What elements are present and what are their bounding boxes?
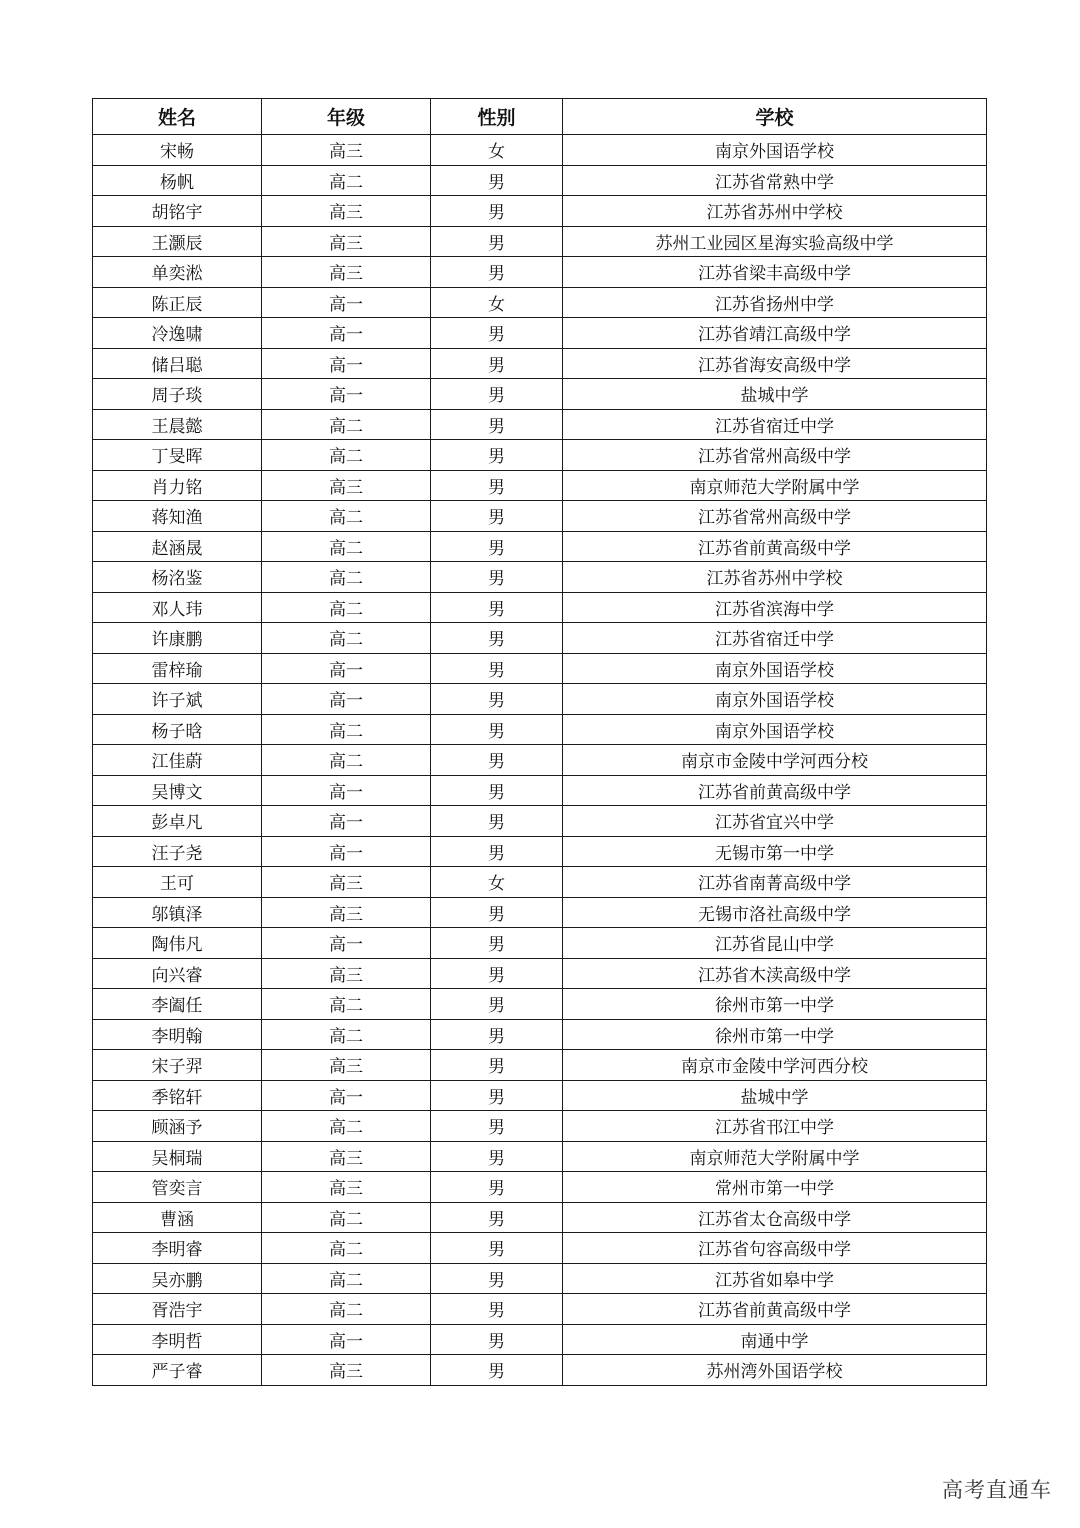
cell-gender: 男 xyxy=(431,684,563,715)
cell-grade: 高一 xyxy=(262,684,431,715)
cell-grade: 高三 xyxy=(262,257,431,288)
cell-school: 江苏省如皋中学 xyxy=(563,1263,987,1294)
cell-grade: 高一 xyxy=(262,348,431,379)
cell-grade: 高一 xyxy=(262,318,431,349)
cell-grade: 高一 xyxy=(262,806,431,837)
cell-name: 储吕聪 xyxy=(93,348,262,379)
cell-school: 江苏省扬州中学 xyxy=(563,287,987,318)
cell-school: 江苏省前黄高级中学 xyxy=(563,1294,987,1325)
header-school: 学校 xyxy=(563,99,987,135)
cell-school: 徐州市第一中学 xyxy=(563,989,987,1020)
table-row xyxy=(93,531,987,562)
table-row xyxy=(93,1294,987,1325)
cell-school: 江苏省常熟中学 xyxy=(563,165,987,196)
cell-gender: 女 xyxy=(431,135,563,166)
cell-name: 向兴睿 xyxy=(93,958,262,989)
table-row xyxy=(93,928,987,959)
cell-grade: 高一 xyxy=(262,836,431,867)
cell-school: 江苏省常州高级中学 xyxy=(563,440,987,471)
table-header xyxy=(93,99,987,135)
cell-grade: 高二 xyxy=(262,1202,431,1233)
cell-gender: 男 xyxy=(431,226,563,257)
student-list-sheet xyxy=(92,98,986,1386)
cell-name: 丁旻晖 xyxy=(93,440,262,471)
cell-school: 无锡市洛社高级中学 xyxy=(563,897,987,928)
cell-grade: 高二 xyxy=(262,165,431,196)
cell-school: 南京外国语学校 xyxy=(563,653,987,684)
cell-gender: 男 xyxy=(431,409,563,440)
cell-school: 江苏省南菁高级中学 xyxy=(563,867,987,898)
cell-gender: 男 xyxy=(431,196,563,227)
cell-school: 盐城中学 xyxy=(563,1080,987,1111)
cell-grade: 高二 xyxy=(262,1111,431,1142)
table-row xyxy=(93,989,987,1020)
cell-grade: 高二 xyxy=(262,409,431,440)
cell-gender: 男 xyxy=(431,592,563,623)
cell-school: 江苏省苏州中学校 xyxy=(563,562,987,593)
cell-name: 江佳蔚 xyxy=(93,745,262,776)
cell-name: 肖力铭 xyxy=(93,470,262,501)
table-row xyxy=(93,1019,987,1050)
cell-grade: 高二 xyxy=(262,714,431,745)
cell-grade: 高二 xyxy=(262,1233,431,1264)
cell-grade: 高三 xyxy=(262,1141,431,1172)
header-grade: 年级 xyxy=(262,99,431,135)
table-row xyxy=(93,806,987,837)
cell-name: 李明睿 xyxy=(93,1233,262,1264)
cell-gender: 男 xyxy=(431,623,563,654)
cell-name: 陈正辰 xyxy=(93,287,262,318)
cell-grade: 高二 xyxy=(262,745,431,776)
cell-grade: 高二 xyxy=(262,440,431,471)
cell-gender: 男 xyxy=(431,745,563,776)
cell-name: 吴亦鹏 xyxy=(93,1263,262,1294)
cell-school: 江苏省宜兴中学 xyxy=(563,806,987,837)
cell-school: 江苏省木渎高级中学 xyxy=(563,958,987,989)
table-row xyxy=(93,440,987,471)
cell-school: 盐城中学 xyxy=(563,379,987,410)
table-row xyxy=(93,897,987,928)
cell-gender: 男 xyxy=(431,928,563,959)
cell-name: 胥浩宇 xyxy=(93,1294,262,1325)
cell-name: 邓人玮 xyxy=(93,592,262,623)
cell-school: 南京外国语学校 xyxy=(563,684,987,715)
cell-name: 陶伟凡 xyxy=(93,928,262,959)
cell-grade: 高三 xyxy=(262,897,431,928)
cell-gender: 男 xyxy=(431,958,563,989)
cell-school: 江苏省宿迁中学 xyxy=(563,409,987,440)
cell-grade: 高三 xyxy=(262,958,431,989)
cell-gender: 男 xyxy=(431,165,563,196)
cell-name: 季铭轩 xyxy=(93,1080,262,1111)
table-row xyxy=(93,562,987,593)
header-name: 姓名 xyxy=(93,99,262,135)
cell-gender: 男 xyxy=(431,836,563,867)
table-row xyxy=(93,1080,987,1111)
cell-name: 冷逸啸 xyxy=(93,318,262,349)
cell-name: 宋子羿 xyxy=(93,1050,262,1081)
cell-name: 宋畅 xyxy=(93,135,262,166)
cell-grade: 高三 xyxy=(262,196,431,227)
cell-name: 许子斌 xyxy=(93,684,262,715)
cell-gender: 女 xyxy=(431,287,563,318)
table-row xyxy=(93,684,987,715)
cell-school: 南京市金陵中学河西分校 xyxy=(563,745,987,776)
cell-name: 严子睿 xyxy=(93,1355,262,1386)
table-row xyxy=(93,1355,987,1386)
cell-gender: 男 xyxy=(431,1263,563,1294)
cell-school: 江苏省昆山中学 xyxy=(563,928,987,959)
cell-gender: 男 xyxy=(431,1172,563,1203)
cell-gender: 男 xyxy=(431,348,563,379)
table-body xyxy=(93,135,987,1386)
table-row xyxy=(93,623,987,654)
cell-name: 周子琰 xyxy=(93,379,262,410)
cell-school: 南京外国语学校 xyxy=(563,714,987,745)
table-row xyxy=(93,1172,987,1203)
cell-name: 彭卓凡 xyxy=(93,806,262,837)
cell-gender: 男 xyxy=(431,470,563,501)
table-row xyxy=(93,135,987,166)
cell-school: 南京外国语学校 xyxy=(563,135,987,166)
cell-school: 常州市第一中学 xyxy=(563,1172,987,1203)
cell-name: 赵涵晟 xyxy=(93,531,262,562)
cell-name: 蒋知渔 xyxy=(93,501,262,532)
cell-grade: 高一 xyxy=(262,775,431,806)
cell-gender: 男 xyxy=(431,440,563,471)
cell-school: 无锡市第一中学 xyxy=(563,836,987,867)
cell-grade: 高一 xyxy=(262,1324,431,1355)
table-row xyxy=(93,1202,987,1233)
table-row xyxy=(93,470,987,501)
table-row xyxy=(93,1111,987,1142)
cell-school: 南通中学 xyxy=(563,1324,987,1355)
table-row xyxy=(93,348,987,379)
table-row xyxy=(93,196,987,227)
cell-gender: 男 xyxy=(431,1294,563,1325)
cell-grade: 高一 xyxy=(262,379,431,410)
cell-gender: 男 xyxy=(431,1233,563,1264)
cell-school: 江苏省宿迁中学 xyxy=(563,623,987,654)
table-row xyxy=(93,775,987,806)
cell-name: 吴桐瑞 xyxy=(93,1141,262,1172)
cell-gender: 男 xyxy=(431,1050,563,1081)
watermark-text: 高考直通车 xyxy=(942,1478,1052,1502)
cell-grade: 高一 xyxy=(262,1080,431,1111)
cell-gender: 男 xyxy=(431,653,563,684)
cell-name: 杨洺鉴 xyxy=(93,562,262,593)
table-row xyxy=(93,287,987,318)
cell-name: 李明翰 xyxy=(93,1019,262,1050)
cell-name: 邬镇泽 xyxy=(93,897,262,928)
table-row xyxy=(93,257,987,288)
cell-name: 王可 xyxy=(93,867,262,898)
cell-school: 江苏省前黄高级中学 xyxy=(563,775,987,806)
cell-grade: 高二 xyxy=(262,623,431,654)
cell-grade: 高一 xyxy=(262,928,431,959)
cell-gender: 男 xyxy=(431,501,563,532)
cell-grade: 高二 xyxy=(262,531,431,562)
cell-gender: 男 xyxy=(431,1141,563,1172)
cell-school: 江苏省常州高级中学 xyxy=(563,501,987,532)
cell-school: 南京市金陵中学河西分校 xyxy=(563,1050,987,1081)
cell-gender: 男 xyxy=(431,1202,563,1233)
cell-school: 江苏省梁丰高级中学 xyxy=(563,257,987,288)
cell-name: 胡铭宇 xyxy=(93,196,262,227)
cell-school: 江苏省滨海中学 xyxy=(563,592,987,623)
cell-grade: 高二 xyxy=(262,1263,431,1294)
cell-grade: 高一 xyxy=(262,653,431,684)
table-row xyxy=(93,1050,987,1081)
cell-gender: 男 xyxy=(431,1355,563,1386)
cell-gender: 男 xyxy=(431,379,563,410)
cell-grade: 高三 xyxy=(262,1355,431,1386)
cell-grade: 高三 xyxy=(262,1172,431,1203)
table-row xyxy=(93,592,987,623)
cell-gender: 女 xyxy=(431,867,563,898)
cell-name: 许康鹏 xyxy=(93,623,262,654)
cell-name: 管奕言 xyxy=(93,1172,262,1203)
cell-school: 南京师范大学附属中学 xyxy=(563,1141,987,1172)
cell-gender: 男 xyxy=(431,257,563,288)
cell-name: 曹涵 xyxy=(93,1202,262,1233)
cell-school: 徐州市第一中学 xyxy=(563,1019,987,1050)
table-row xyxy=(93,1233,987,1264)
cell-gender: 男 xyxy=(431,714,563,745)
table-row xyxy=(93,745,987,776)
cell-gender: 男 xyxy=(431,1019,563,1050)
cell-name: 李阖任 xyxy=(93,989,262,1020)
table-row xyxy=(93,165,987,196)
cell-name: 单奕淞 xyxy=(93,257,262,288)
cell-gender: 男 xyxy=(431,806,563,837)
table-row xyxy=(93,409,987,440)
table-row xyxy=(93,653,987,684)
cell-gender: 男 xyxy=(431,897,563,928)
cell-grade: 高一 xyxy=(262,287,431,318)
header-row xyxy=(93,99,987,135)
cell-name: 雷梓瑜 xyxy=(93,653,262,684)
table-row xyxy=(93,318,987,349)
table-row xyxy=(93,379,987,410)
cell-gender: 男 xyxy=(431,775,563,806)
cell-name: 顾涵予 xyxy=(93,1111,262,1142)
table-row xyxy=(93,1324,987,1355)
cell-grade: 高三 xyxy=(262,135,431,166)
cell-school: 江苏省靖江高级中学 xyxy=(563,318,987,349)
cell-name: 吴博文 xyxy=(93,775,262,806)
cell-name: 杨帆 xyxy=(93,165,262,196)
cell-school: 南京师范大学附属中学 xyxy=(563,470,987,501)
cell-gender: 男 xyxy=(431,1111,563,1142)
cell-gender: 男 xyxy=(431,531,563,562)
table-row xyxy=(93,867,987,898)
cell-grade: 高二 xyxy=(262,1019,431,1050)
cell-school: 江苏省邗江中学 xyxy=(563,1111,987,1142)
cell-grade: 高二 xyxy=(262,562,431,593)
cell-name: 汪子尧 xyxy=(93,836,262,867)
cell-school: 江苏省太仓高级中学 xyxy=(563,1202,987,1233)
cell-school: 江苏省前黄高级中学 xyxy=(563,531,987,562)
cell-gender: 男 xyxy=(431,989,563,1020)
cell-name: 王晨懿 xyxy=(93,409,262,440)
cell-school: 苏州湾外国语学校 xyxy=(563,1355,987,1386)
cell-name: 杨子晗 xyxy=(93,714,262,745)
table-row xyxy=(93,226,987,257)
cell-grade: 高二 xyxy=(262,1294,431,1325)
cell-grade: 高二 xyxy=(262,592,431,623)
student-table xyxy=(92,98,987,1386)
table-row xyxy=(93,958,987,989)
cell-school: 苏州工业园区星海实验高级中学 xyxy=(563,226,987,257)
cell-gender: 男 xyxy=(431,1324,563,1355)
table-row xyxy=(93,1263,987,1294)
table-row xyxy=(93,714,987,745)
table-row xyxy=(93,1141,987,1172)
cell-school: 江苏省海安高级中学 xyxy=(563,348,987,379)
cell-school: 江苏省苏州中学校 xyxy=(563,196,987,227)
cell-grade: 高三 xyxy=(262,1050,431,1081)
table-row xyxy=(93,836,987,867)
cell-grade: 高二 xyxy=(262,989,431,1020)
cell-grade: 高三 xyxy=(262,470,431,501)
cell-grade: 高三 xyxy=(262,226,431,257)
table-row xyxy=(93,501,987,532)
cell-school: 江苏省句容高级中学 xyxy=(563,1233,987,1264)
cell-gender: 男 xyxy=(431,318,563,349)
cell-gender: 男 xyxy=(431,1080,563,1111)
cell-name: 李明哲 xyxy=(93,1324,262,1355)
cell-grade: 高三 xyxy=(262,867,431,898)
header-gender: 性别 xyxy=(431,99,563,135)
cell-grade: 高二 xyxy=(262,501,431,532)
cell-gender: 男 xyxy=(431,562,563,593)
cell-name: 王灏辰 xyxy=(93,226,262,257)
